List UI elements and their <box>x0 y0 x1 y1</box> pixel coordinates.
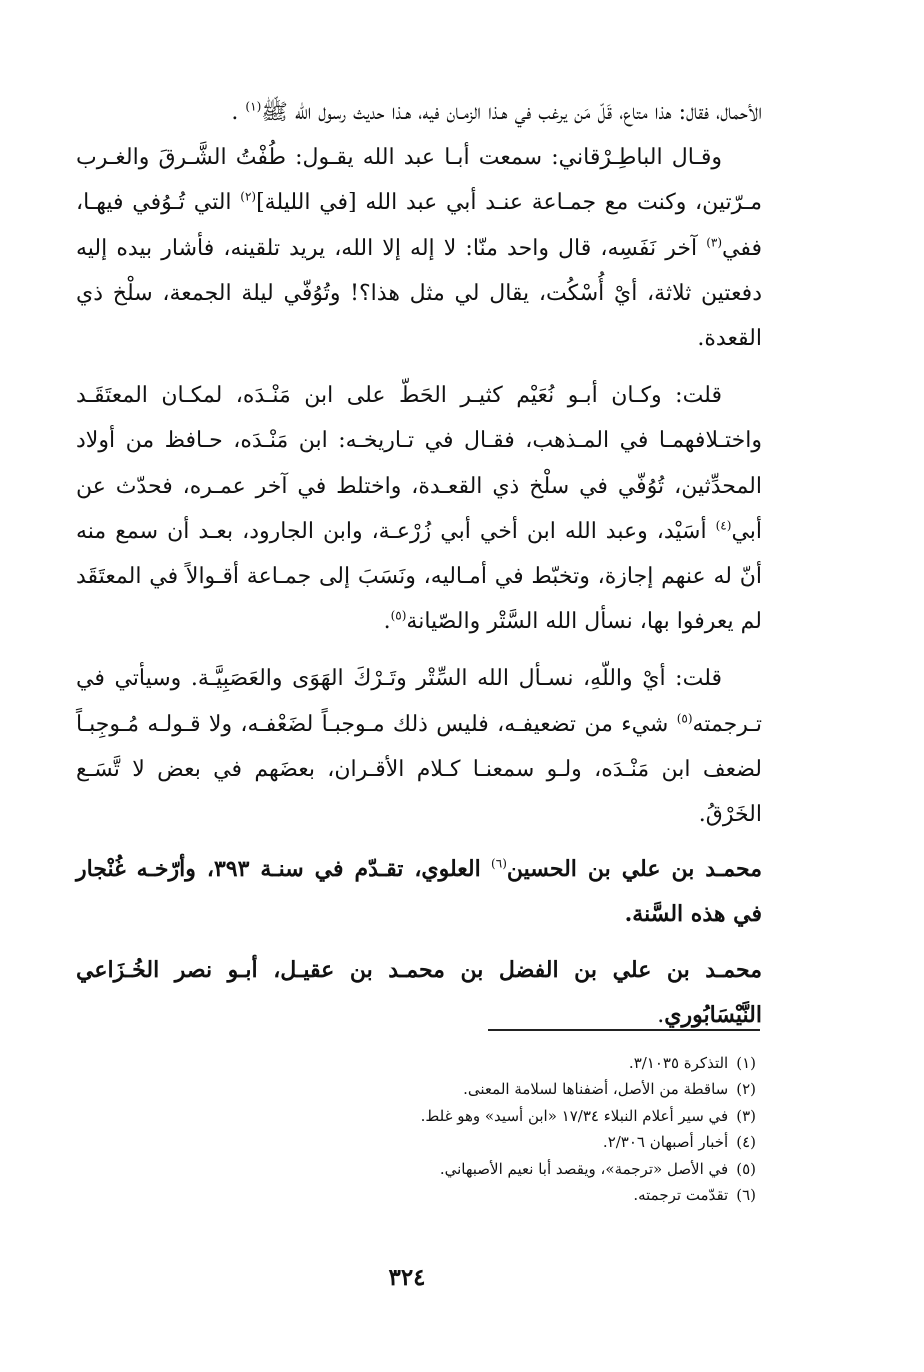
footnote-ref-5: (٥) <box>390 608 407 623</box>
footnote-divider <box>488 1029 760 1031</box>
footnote-text: ساقطة من الأصل، أضفناها لسلامة المعنى. <box>463 1080 729 1099</box>
paragraph-author-comment <box>76 656 762 837</box>
footnote-ref-5b: (٥) <box>676 711 693 726</box>
footnote-number: (٢) <box>736 1080 756 1099</box>
paragraph-text: شيء من تضعيفـه، فليس ذلك مـوجبـاً لضَعْفـه، ولا قـولـه مُـوجِبـاً لضعف ابن مَنْـدَه، ولـو سمعنـا كـلام الأقـران، بعضَهم في بعض لا تَّسَـع الخَرْقُ. <box>76 711 762 828</box>
paragraph-batirqani <box>76 135 762 361</box>
footnote-text: التذكرة ٣/١٠٣٥. <box>628 1054 729 1072</box>
footnote-number: (١) <box>736 1054 756 1072</box>
paragraph-tail: . <box>383 609 391 635</box>
paragraph-abu-nuaym <box>76 373 762 644</box>
main-text <box>76 90 762 1038</box>
page-number: ٣٢٤ <box>388 1264 426 1291</box>
footnote <box>330 1129 756 1155</box>
biography-text: . <box>657 1002 665 1028</box>
footnote <box>330 1182 756 1208</box>
footnote-ref-4: (٤) <box>715 518 732 533</box>
biography-entry-1 <box>76 847 762 937</box>
footnote-number: (٣) <box>736 1106 756 1125</box>
footnote-text: أخبار أصبهان ٢/٣٠٦. <box>602 1133 729 1152</box>
biography-text: العلوي، تقـدّم في سنـة ٣٩٣، وأرّخـه غُنْجار في هذه السَّنة. <box>76 856 762 928</box>
footnote <box>330 1076 756 1102</box>
biography-name: محمـد بن علي بن الفضل بن محمـد بن عقيـل، أبـو نصر الخُـزَاعي النَّيْسَابُوري <box>76 956 762 1028</box>
biography-name: محمـد بن علي بن الحسين <box>506 856 762 883</box>
footnote-number: (٥) <box>736 1159 756 1178</box>
paragraph-text: قلت: أيْ واللّهِ، نسـأل الله السِّتْر وتَـرْكَ الهَوَى والعَصَبِيَّـة. وسيأتي في تـرجمته <box>76 666 762 737</box>
footnote-ref-2: (٢) <box>240 190 257 205</box>
footnote-text: في الأصل «ترجمة»، ويقصد أبا نعيم الأصبهاني. <box>439 1159 729 1178</box>
paragraph-text: التي تُـوُفي فيهـا، ففي <box>76 190 762 261</box>
footnote-number: (٦) <box>736 1186 756 1205</box>
footnote-ref-3: (٣) <box>706 235 723 250</box>
paragraph-text: الأحمال، فقال: هذا متاع، قَلّ مَن يرغب في هـذا الزمـان فيه، هـذا حديث رسول الله ﷺ <box>261 100 762 125</box>
footnote-ref-1: (١) <box>245 99 262 114</box>
footnote <box>330 1156 756 1182</box>
footnote-text: في سير أعلام النبلاء ١٧/٣٤ «ابن أسيد» وهو غلط. <box>420 1106 729 1125</box>
paragraph-hadith <box>76 90 762 135</box>
paragraph-text: أسَيْد، وعبد الله ابن أخي أبي زُرْعـة، وابن الجارود، بعـد أن سمع منه أنّ له عنهم إجازة، وتخبّط في أمـاليه، ونَسَبَ إلى جمـاعة أقـوالاً في المعتَقَد لم يعرفوا بها، نسأل الله السَّتْر والصّيانة <box>76 518 762 635</box>
biography-entry-2 <box>76 948 762 1038</box>
footnote-ref-6: (٦) <box>491 856 507 871</box>
footnote-number: (٤) <box>736 1133 756 1152</box>
paragraph-tail: . <box>231 100 239 125</box>
paragraph-text: قلت: وكـان أبـو نُعَيْم كثيـر الحَطّ على ابن مَنْـدَه، لمكـان المعتَقَـد واختـلافهمـا في المـذهب، فقـال في تـاريخـه: ابن مَنْـدَه، حـافظ من أولاد المحدِّثين، تُوُفّي في سلْخ ذي القعـدة، واختلط في آخر عمـره، فحدّث عن أبي <box>76 383 763 544</box>
footnote <box>330 1050 756 1076</box>
paragraph-text: وقـال الباطِـرْقاني: سمعت أبـا عبد الله يقـول: طُفْتُ الشَّـرقَ والغـرب مـرّتين، وكنت مع جمـاعة عنـد أبي عبد الله [في الليلة] <box>76 145 763 216</box>
paragraph-text: آخر نَفَسِه، قال واحد منّا: لا إله إلا الله، يريد تلقينه، فأشار بيده إليه دفعتين ثلاثة، أيْ أُسْكُت، يقال لي مثل هذا؟! وتُوُفّي ليلة الجمعة، سلْخ ذي القعدة. <box>76 235 762 352</box>
footnotes <box>330 1050 756 1208</box>
footnote <box>330 1103 756 1129</box>
footnote-text: تقدّمت ترجمته. <box>633 1186 729 1205</box>
